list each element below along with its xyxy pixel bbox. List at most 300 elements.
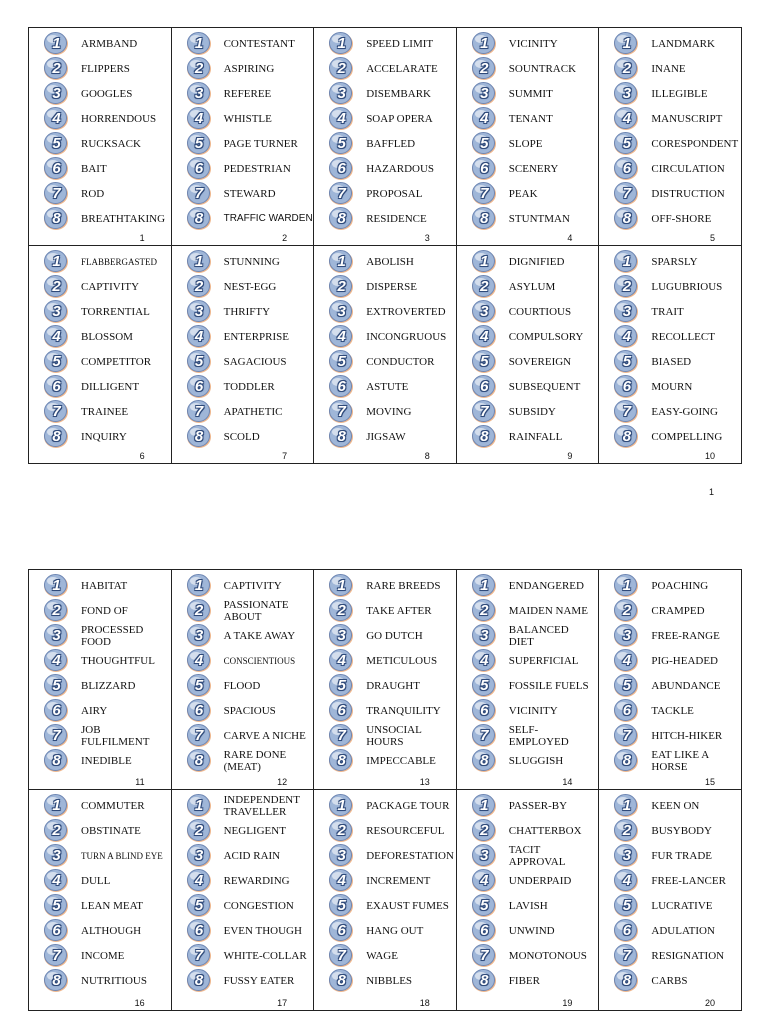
number-badge [615,107,638,130]
word-row [330,868,456,893]
badge-number: 2 [480,278,489,295]
vocabulary-word: CIRCULATION [651,162,725,175]
vocabulary-word: ROD [81,187,105,200]
badge-number: 3 [337,303,346,320]
word-row [473,274,599,299]
number-badge [615,969,638,992]
vocabulary-word: CONSCIENTIOUS [223,655,296,666]
badge-number: 2 [622,602,632,619]
number-badge [615,425,638,448]
vocabulary-word: DEFORESTATION [366,849,454,862]
number-badge [188,599,211,622]
number-badge [188,300,211,323]
vocabulary-word: WHISTLE [223,112,272,125]
badge-number: 8 [337,210,346,227]
number-badge [330,724,353,747]
word-row [615,349,741,374]
word-row [45,249,171,274]
number-badge [473,375,496,398]
word-row [45,918,171,943]
number-badge [188,375,211,398]
vocabulary-word: INQUIRY [81,430,127,443]
vocabulary-word: GO DUTCH [366,629,423,642]
word-row [473,249,599,274]
badge-number: 8 [52,428,61,445]
badge-number: 7 [337,185,346,202]
vocabulary-word: ABOLISH [366,255,414,268]
number-badge [45,944,68,967]
vocabulary-word: PACKAGE TOUR [366,799,450,812]
word-card [599,28,742,246]
number-badge [615,132,638,155]
word-row [188,274,314,299]
badge-number: 8 [622,428,632,445]
number-badge [330,425,353,448]
badge-number: 1 [194,253,204,270]
vocabulary-word: INCOME [81,949,125,962]
vocabulary-word: SUBSEQUENT [508,380,581,393]
badge-number: 7 [52,727,61,744]
word-row [330,598,456,623]
word-row [45,349,171,374]
number-badge [45,300,68,323]
word-row [473,299,599,324]
word-row [45,131,171,156]
badge-number: 4 [194,872,204,889]
vocabulary-word: RAINFALL [508,430,563,443]
badge-number: 1 [622,35,632,52]
badge-number: 1 [52,253,61,270]
word-row [188,623,314,648]
word-card [172,790,315,1011]
number-badge [473,107,496,130]
word-card [314,246,457,464]
vocabulary-word: AIRY [81,704,108,717]
vocabulary-word: RARE BREEDS [366,579,441,592]
badge-number: 8 [194,752,204,769]
badge-number: 3 [622,303,632,320]
badge-number: 5 [194,353,204,370]
word-row [473,56,599,81]
badge-number: 2 [52,60,61,77]
word-row [473,399,599,424]
vocabulary-word: LUGUBRIOUS [651,280,723,293]
number-badge [188,674,211,697]
number-badge [473,325,496,348]
word-row [330,181,456,206]
badge-number: 4 [337,652,346,669]
vocabulary-word: COMPULSORY [508,330,584,343]
badge-number: 5 [480,353,489,370]
vocabulary-word: TODDLER [223,380,275,393]
vocabulary-word: CHATTERBOX [508,824,582,837]
number-badge [330,32,353,55]
badge-number: 7 [622,403,632,420]
vocabulary-word: SOVEREIGN [508,355,572,368]
word-row [188,249,314,274]
badge-number: 6 [480,702,489,719]
word-row [615,374,741,399]
card-number: 18 [419,998,430,1008]
number-badge [615,300,638,323]
number-badge [330,944,353,967]
badge-number: 4 [622,872,632,889]
word-row [45,399,171,424]
vocabulary-word: WAGE [366,949,398,962]
vocabulary-word: SUMMIT [508,87,553,100]
word-card [314,570,457,790]
badge-number: 7 [52,403,61,420]
vocabulary-word: FOSSILE FUELS [508,679,589,692]
vocabulary-word: RESIDENCE [366,212,427,225]
word-card [29,246,172,464]
word-row [473,868,599,893]
badge-number: 8 [622,752,632,769]
number-badge [188,819,211,842]
word-row [45,181,171,206]
word-row [188,299,314,324]
word-row [473,843,599,868]
vocabulary-word: REFEREE [223,87,272,100]
word-row [473,424,599,449]
number-badge [615,624,638,647]
badge-number: 8 [337,972,346,989]
vocabulary-word: MOVING [366,405,412,418]
word-row [615,673,741,698]
word-row [188,131,314,156]
vocabulary-word: SPACIOUS [223,704,276,717]
number-badge [615,894,638,917]
badge-number: 3 [622,627,632,644]
badge-number: 1 [480,35,489,52]
badge-number: 5 [52,353,61,370]
badge-number: 3 [52,627,61,644]
word-row [188,424,314,449]
word-row [473,968,599,993]
number-badge [45,325,68,348]
word-row [45,623,171,648]
vocabulary-word: CORESPONDENT [651,137,739,150]
badge-number: 6 [480,378,489,395]
vocabulary-word: RUCKSACK [81,137,141,150]
badge-number: 2 [52,602,61,619]
number-badge [188,794,211,817]
word-row [473,181,599,206]
number-badge [473,57,496,80]
number-badge [45,132,68,155]
word-row [473,748,599,773]
vocabulary-word: TENANT [508,112,553,125]
number-badge [473,869,496,892]
word-row [45,673,171,698]
badge-number: 2 [52,822,61,839]
card-number: 12 [277,777,288,787]
word-row [615,943,741,968]
vocabulary-word: WHITE-COLLAR [223,949,307,962]
vocabulary-word: CARVE A NICHE [223,729,306,742]
number-badge [330,350,353,373]
badge-number: 4 [480,872,489,889]
word-row [615,573,741,598]
word-row [473,698,599,723]
number-badge [188,400,211,423]
badge-number: 5 [480,135,489,152]
number-badge [473,275,496,298]
word-card [457,28,600,246]
word-row [188,374,314,399]
number-badge [188,182,211,205]
number-badge [473,599,496,622]
vocabulary-word: TACIT APPROVAL [508,843,566,868]
number-badge [330,699,353,722]
vocabulary-word: THRIFTY [223,305,271,318]
card-sheet-top [28,27,742,464]
vocabulary-word: FLOOD [223,679,261,692]
word-card [172,570,315,790]
vocabulary-word: JOB FULFILMENT [81,723,150,748]
vocabulary-word: CAPTIVITY [223,579,282,592]
number-badge [45,919,68,942]
vocabulary-word: MAIDEN NAME [508,604,588,617]
badge-number: 4 [480,110,489,127]
badge-number: 5 [622,135,632,152]
word-row [473,893,599,918]
number-badge [45,250,68,273]
word-row [45,748,171,773]
vocabulary-word: SOUNTRACK [508,62,577,75]
word-row [188,943,314,968]
number-badge [615,919,638,942]
word-row [473,374,599,399]
word-row [330,573,456,598]
badge-number: 8 [480,210,489,227]
badge-number: 4 [194,328,204,345]
badge-number: 7 [622,185,632,202]
word-row [188,206,314,231]
vocabulary-word: TACKLE [651,704,694,717]
vocabulary-word: SPARSLY [651,255,698,268]
number-badge [330,107,353,130]
number-badge [188,574,211,597]
vocabulary-word: FOND OF [81,604,128,617]
vocabulary-word: UNWIND [508,924,555,937]
number-badge [188,325,211,348]
badge-number: 2 [480,602,489,619]
number-badge [45,275,68,298]
number-badge [330,624,353,647]
word-row [615,748,741,773]
vocabulary-word: CONDUCTOR [366,355,435,368]
vocabulary-word: PASSER-BY [508,799,568,812]
word-row [615,648,741,673]
badge-number: 4 [480,328,489,345]
badge-number: 3 [194,85,204,102]
badge-number: 7 [52,947,61,964]
page-number: 1 [709,487,715,497]
word-row [615,818,741,843]
vocabulary-word: APATHETIC [223,405,283,418]
word-row [45,943,171,968]
badge-number: 6 [480,922,489,939]
badge-number: 3 [480,85,489,102]
vocabulary-word: SAGACIOUS [223,355,287,368]
vocabulary-word: DRAUGHT [366,679,420,692]
badge-number: 1 [480,253,489,270]
number-badge [330,649,353,672]
vocabulary-word: SCOLD [223,430,260,443]
card-number: 6 [139,451,145,461]
vocabulary-word: STUNNING [223,255,280,268]
badge-number: 8 [337,752,346,769]
number-badge [45,375,68,398]
number-badge [45,894,68,917]
word-row [188,598,314,623]
badge-number: 6 [622,702,632,719]
badge-number: 3 [337,847,346,864]
word-row [473,648,599,673]
word-row [45,156,171,181]
vocabulary-word: FLIPPERS [81,62,130,75]
word-row [330,374,456,399]
vocabulary-word: HANG OUT [366,924,424,937]
number-badge [330,182,353,205]
vocabulary-word: INCREMENT [366,874,431,887]
number-badge [473,250,496,273]
word-card [314,28,457,246]
badge-number: 7 [194,185,204,202]
badge-number: 1 [480,797,489,814]
badge-number: 1 [52,797,61,814]
word-row [330,324,456,349]
number-badge [473,425,496,448]
number-badge [188,350,211,373]
vocabulary-word: ADULATION [651,924,715,937]
badge-number: 4 [337,110,346,127]
number-badge [473,944,496,967]
word-row [45,968,171,993]
number-badge [473,649,496,672]
number-badge [45,969,68,992]
number-badge [188,157,211,180]
badge-number: 7 [480,727,489,744]
badge-number: 8 [194,972,204,989]
word-row [330,156,456,181]
badge-number: 7 [194,727,204,744]
word-row [188,81,314,106]
word-row [330,274,456,299]
word-row [615,324,741,349]
vocabulary-word: PAGE TURNER [223,137,298,150]
word-row [615,424,741,449]
vocabulary-word: RARE DONE (MEAT) [223,748,287,773]
word-card [457,790,600,1011]
number-badge [473,699,496,722]
vocabulary-word: FIBER [508,974,540,987]
vocabulary-word: KEEN ON [651,799,700,812]
word-row [330,206,456,231]
number-badge [615,819,638,842]
card-number: 9 [567,451,573,461]
badge-number: 7 [480,403,489,420]
number-badge [330,969,353,992]
vocabulary-word: TAKE AFTER [366,604,432,617]
word-row [188,573,314,598]
badge-number: 8 [194,210,204,227]
word-row [330,424,456,449]
word-card [599,790,742,1011]
number-badge [188,699,211,722]
word-row [188,349,314,374]
word-row [330,943,456,968]
number-badge [615,869,638,892]
badge-number: 5 [52,897,61,914]
vocabulary-word: INEDIBLE [81,754,132,767]
badge-number: 3 [52,303,61,320]
word-row [330,818,456,843]
vocabulary-word: TRAFFIC WARDEN [223,212,313,224]
number-badge [330,919,353,942]
word-card [599,246,742,464]
word-row [45,81,171,106]
badge-number: 5 [622,897,632,914]
badge-number: 3 [337,85,346,102]
badge-number: 1 [337,253,346,270]
number-badge [45,157,68,180]
number-badge [330,674,353,697]
card-number: 13 [419,777,430,787]
number-badge [473,749,496,772]
badge-number: 5 [622,353,632,370]
number-badge [45,574,68,597]
number-badge [473,844,496,867]
badge-number: 1 [52,577,61,594]
word-row [330,893,456,918]
badge-number: 5 [337,677,346,694]
number-badge [188,57,211,80]
word-row [615,81,741,106]
word-row [45,818,171,843]
word-row [615,793,741,818]
number-badge [45,350,68,373]
badge-number: 8 [480,972,489,989]
badge-number: 2 [337,602,346,619]
badge-number: 8 [480,752,489,769]
badge-number: 6 [194,702,204,719]
badge-number: 6 [194,160,204,177]
vocabulary-word: ASPIRING [223,62,275,75]
number-badge [188,624,211,647]
vocabulary-word: LANDMARK [651,37,715,50]
number-badge [330,599,353,622]
number-badge [188,944,211,967]
vocabulary-word: NEGLIGENT [223,824,286,837]
vocabulary-word: UNDERPAID [508,874,572,887]
number-badge [188,919,211,942]
vocabulary-word: STEWARD [223,187,276,200]
badge-number: 1 [622,577,632,594]
number-badge [615,250,638,273]
word-row [615,598,741,623]
vocabulary-word: FREE-LANCER [651,874,726,887]
card-number: 4 [567,233,573,243]
vocabulary-word: RECOLLECT [651,330,715,343]
badge-number: 2 [622,822,632,839]
word-row [473,673,599,698]
badge-number: 1 [337,797,346,814]
card-number: 11 [135,777,145,787]
vocabulary-word: METICULOUS [366,654,438,667]
word-row [330,399,456,424]
